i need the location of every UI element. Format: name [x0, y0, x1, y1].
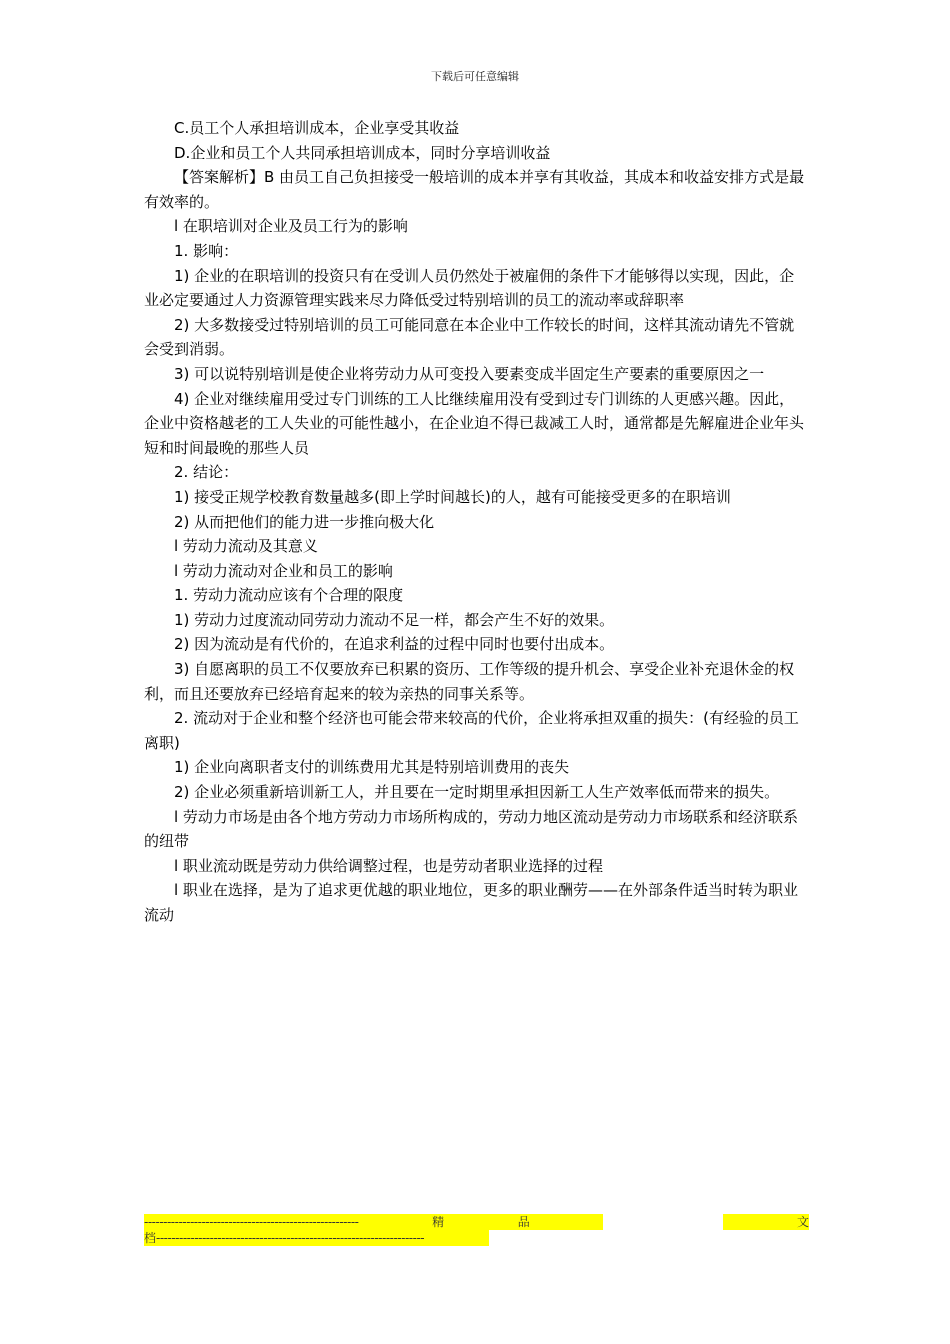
section-heading: l 职业流动既是劳动力供给调整过程，也是劳动者职业选择的过程: [174, 856, 603, 875]
list-item: 1) 企业的在职培训的投资只有在受训人员仍然处于被雇佣的条件下才能够得以实现，因此，企业必定要通过人力资源管理实践来尽力降低受过特别培训的员工的流动率或辞职率: [144, 266, 795, 310]
section-heading: l 劳动力流动对企业和员工的影响: [174, 561, 393, 580]
list-item: 1) 接受正规学校教育数量越多(即上学时间越长)的人，越有可能接受更多的在职培训: [174, 487, 731, 506]
subheading: 2. 流动对于企业和整个经济也可能会带来较高的代价，企业将承担双重的损失：(有经验的员工离职): [144, 709, 799, 752]
document-body: [144, 116, 809, 928]
subheading: 1. 劳动力流动应该有个合理的限度: [174, 586, 404, 605]
list-item: 2) 大多数接受过特别培训的员工可能同意在本企业中工作较长的时间，这样其流动请先不管就会受到消弱。: [144, 315, 795, 359]
section-heading: l 职业在选择，是为了追求更优越的职业地位，更多的职业酬劳——在外部条件适当时转为职业流动: [144, 881, 798, 924]
answer-explanation: 【答案解析】B 由员工自己负担接受一般培训的成本并享有其收益，其成本和收益安排方式是最有效率的。: [144, 168, 805, 211]
footer-spacer: [603, 1214, 723, 1230]
footer-char: 品: [517, 1215, 530, 1229]
list-item: 2) 企业必须重新培训新工人，并且要在一定时期里承担因新工人生产效率低而带来的损失。: [174, 783, 780, 802]
list-item: 1) 企业向离职者支付的训练费用尤其是特别培训费用的丧失: [174, 758, 570, 777]
option-c: C.员工个人承担培训成本，企业享受其收益: [174, 119, 460, 137]
list-item: 2) 从而把他们的能力进一步推向极大化: [174, 512, 435, 531]
list-item: 3) 可以说特别培训是使企业将劳动力从可变投入要素变成半固定生产要素的重要原因之一: [174, 364, 765, 383]
page-footer: [144, 1214, 809, 1250]
list-item: 2) 因为流动是有代价的，在追求利益的过程中同时也要付出成本。: [174, 635, 615, 654]
section-heading: l 劳动力流动及其意义: [174, 537, 318, 556]
list-item: 3) 自愿离职的员工不仅要放弃已积累的资历、工作等级的提升机会、享受企业补充退休金的权利，而且还要放弃已经培育起来的较为亲热的同事关系等。: [144, 660, 795, 703]
section-heading: l 劳动力市场是由各个地方劳动力市场所构成的，劳动力地区流动是劳动力市场联系和经济联系的纽带: [144, 807, 798, 851]
footer-line-1: [144, 1214, 809, 1230]
subheading: 1. 影响：: [174, 241, 239, 260]
footer-char: 文: [796, 1215, 809, 1229]
footer-dashes: --------------------------------------------------------: [144, 1215, 359, 1229]
section-heading: l 在职培训对企业及员工行为的影响: [174, 217, 408, 236]
option-d: D.企业和员工个人共同承担培训成本，同时分享培训收益: [174, 143, 551, 162]
list-item: 4) 企业对继续雇用受过专门训练的工人比继续雇用没有受到过专门训练的人更感兴趣。因此，企业中资格越老的工人失业的可能性越小，在企业迫不得已裁减工人时，通常都是先解雇进企业年头短和时间最晚的那些人员: [144, 389, 805, 457]
subheading: 2. 结论：: [174, 463, 239, 482]
page-header: 下载后可任意编辑: [431, 70, 519, 83]
footer-dashes: ----------------------------------------------------------------------: [156, 1231, 425, 1245]
list-item: 1) 劳动力过度流动同劳动力流动不足一样，都会产生不好的效果。: [174, 610, 615, 629]
footer-char: 档: [144, 1231, 157, 1245]
footer-line-2: [144, 1230, 489, 1246]
footer-char: 精: [432, 1215, 445, 1229]
